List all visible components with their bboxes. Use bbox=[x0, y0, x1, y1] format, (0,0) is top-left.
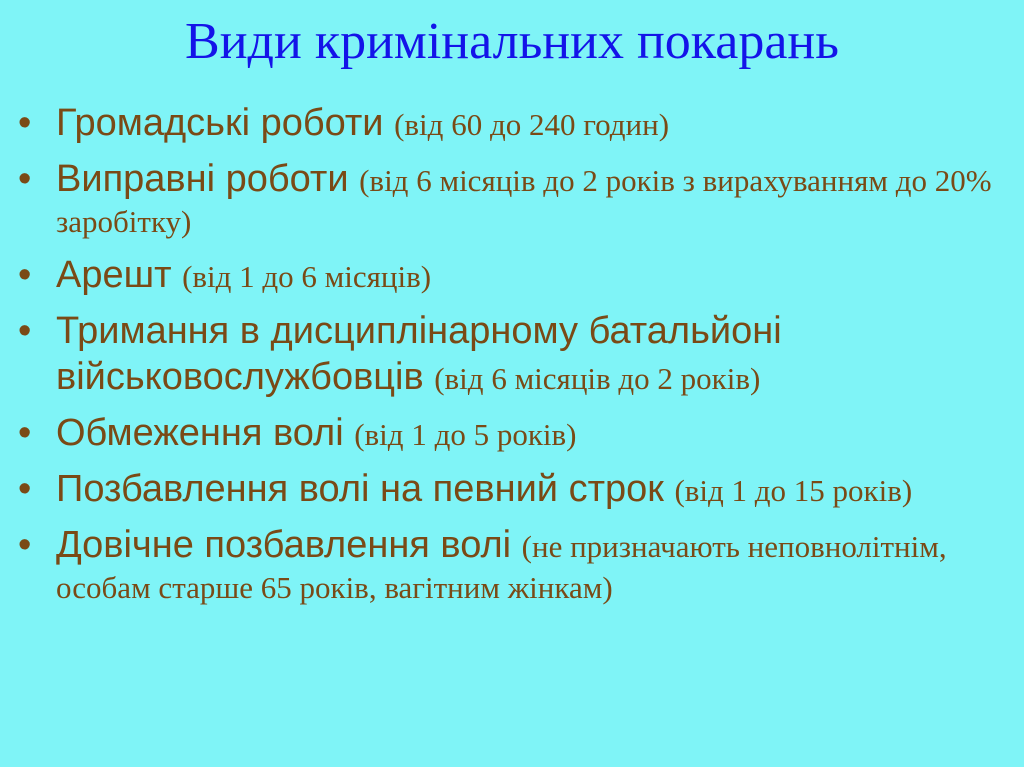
item-text bbox=[56, 252, 1006, 298]
item-note: (від 6 місяців до 2 років) bbox=[434, 361, 761, 396]
bullet-icon: • bbox=[18, 310, 32, 352]
bullet-icon: • bbox=[18, 102, 32, 144]
item-text bbox=[56, 522, 1006, 608]
list-item bbox=[16, 252, 1006, 298]
list-item bbox=[16, 100, 1006, 146]
item-text bbox=[56, 156, 1006, 242]
item-main: Виправні роботи bbox=[56, 158, 360, 200]
item-text bbox=[56, 466, 1006, 512]
bullet-icon: • bbox=[18, 468, 32, 510]
bullet-icon: • bbox=[18, 158, 32, 200]
bullet-icon: • bbox=[18, 412, 32, 454]
item-main: Довічне позбавлення волі bbox=[56, 524, 522, 566]
item-note: (від 60 до 240 годин) bbox=[394, 107, 670, 142]
item-note: (не призначають неповнолітнім, особам старше 65 років, вагітним жінкам) bbox=[56, 529, 947, 605]
item-text bbox=[56, 308, 1006, 400]
item-main: Громадські роботи bbox=[56, 102, 395, 144]
item-note: (від 6 місяців до 2 років з вирахуванням до 20% заробітку) bbox=[56, 163, 992, 239]
item-note: (від 1 до 15 років) bbox=[674, 473, 913, 508]
item-note: (від 1 до 6 місяців) bbox=[182, 259, 432, 294]
item-note: (від 1 до 5 років) bbox=[354, 417, 577, 452]
bullet-icon: • bbox=[18, 524, 32, 566]
list-item bbox=[16, 466, 1006, 512]
bullet-icon: • bbox=[18, 254, 32, 296]
item-main: Обмеження волі bbox=[56, 412, 355, 454]
item-main: Арешт bbox=[56, 254, 183, 296]
item-main: Тримання в дисциплінарному батальйоні військовослужбовців bbox=[56, 310, 782, 398]
list-item bbox=[16, 522, 1006, 608]
list-item bbox=[16, 156, 1006, 242]
punishment-list bbox=[16, 100, 1006, 618]
list-item bbox=[16, 410, 1006, 456]
slide-title: Види кримінальних покарань bbox=[185, 13, 839, 70]
item-text bbox=[56, 100, 1006, 146]
item-main: Позбавлення волі на певний строк bbox=[56, 468, 675, 510]
item-text bbox=[56, 410, 1006, 456]
list-item bbox=[16, 308, 1006, 400]
